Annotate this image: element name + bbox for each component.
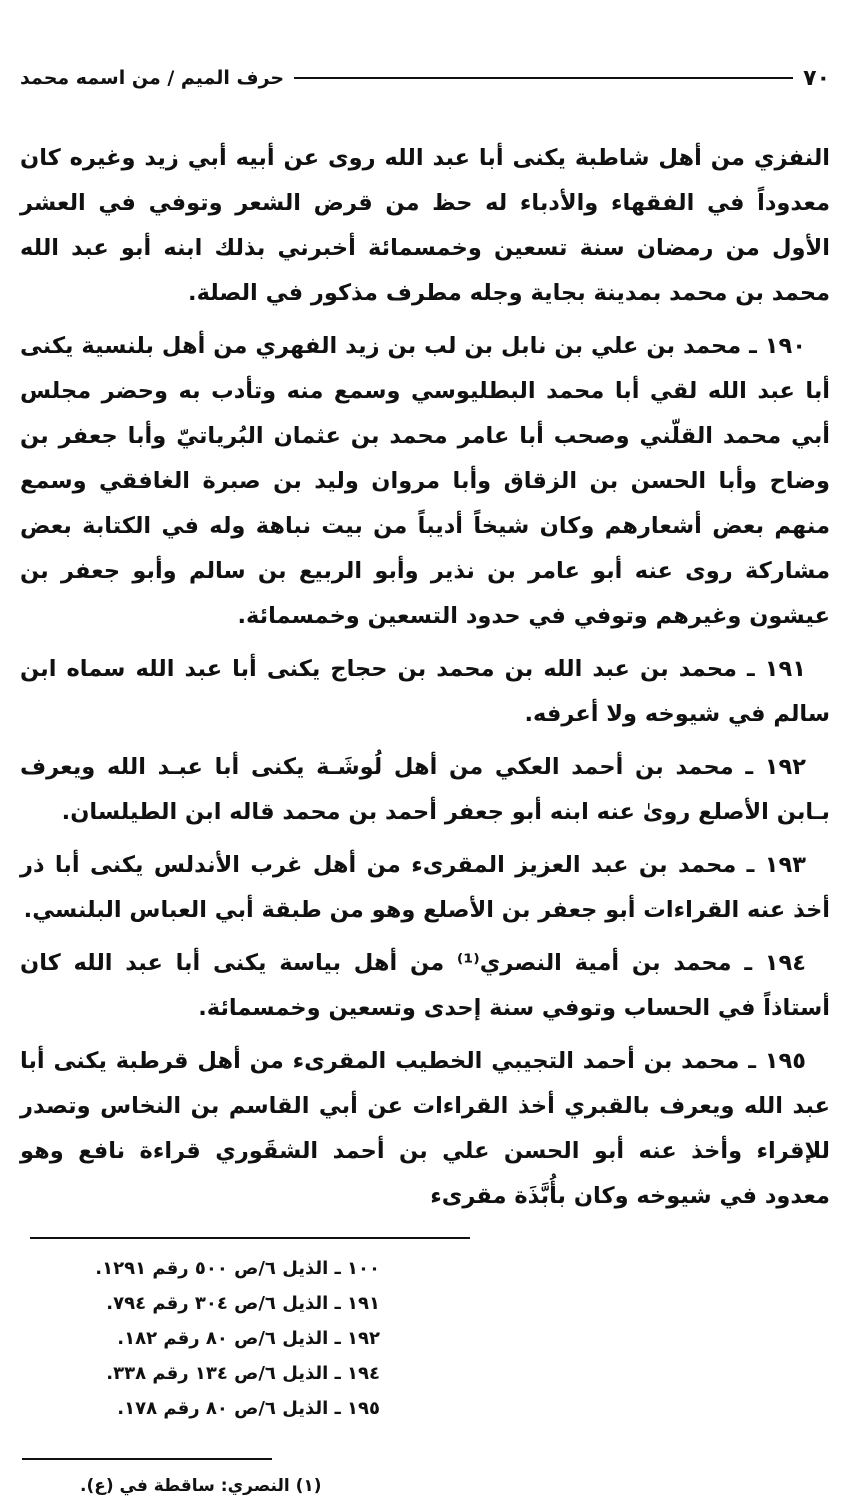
entry-192: ١٩٢ ـ محمد بن أحمد العكي من أهل لُوشَـة يكنى أبا عبـد الله ويعرف بـابن الأصلع روىٰ عنه ابنه أبو جعفر أحمد بن محمد قاله ابن الطيلسان.	[20, 754, 830, 825]
paragraph-continuation: النفزي من أهل شاطبة يكنى أبا عبد الله روى عن أبيه أبي زيد وغيره كان معدوداً في الفقهاء والأدباء له حظ من قرض الشعر وتوفي في العشر الأول من رمضان سنة تسعين وخمسمائة أخبرني بذلك ابنه أبو عبد الله محمد بن محمد بمدينة بجاية وجله مطرف مذكور في الصلة.	[20, 145, 830, 306]
source-item: ١٩٢ ـ الذيل ٦/ص ٨٠ رقم ١٨٢.	[117, 1328, 380, 1349]
running-header	[20, 60, 830, 96]
header-rule	[294, 77, 793, 79]
sources-list	[20, 1251, 830, 1426]
entry-193: ١٩٣ ـ محمد بن عبد العزيز المقرىء من أهل غرب الأندلس يكنى أبا ذر أخذ عنه القراءات أبو جعفر بن الأصلع وهو من طبقة أبي العباس البلنسي.	[20, 852, 830, 923]
source-item: ١٩١ ـ الذيل ٦/ص ٣٠٤ رقم ٧٩٤.	[106, 1293, 380, 1314]
main-text	[20, 136, 830, 1219]
entry-190: ١٩٠ ـ محمد بن علي بن نابل بن لب بن زيد الفهري من أهل بلنسية يكنى أبا عبد الله لقي أبا محمد البطليوسي وسمع منه وتأدب به وحضر مجلس أبي محمد القلّني وصحب أبا عامر محمد بن عثمان البُرياتيّ وأبا جعفر بن وضاح وأبا الحسن بن الزقاق وأبا مروان وليد بن صبرة الغافقي وسمع منهم بعض أشعارهم وكان شيخاً أديباً من بيت نباهة وله في الكتابة بعض مشاركة روى عنه أبو عامر بن نذير وأبو الربيع بن سالم وأبو جعفر بن عيشون وغيرهم وتوفي في حدود التسعين وخمسمائة.	[20, 333, 830, 629]
source-item: ١٩٤ ـ الذيل ٦/ص ١٣٤ رقم ٣٣٨.	[106, 1363, 380, 1384]
source-item: ١٩٥ ـ الذيل ٦/ص ٨٠ رقم ١٧٨.	[117, 1398, 380, 1419]
entry-191: ١٩١ ـ محمد بن عبد الله بن محمد بن حجاج يكنى أبا عبد الله سماه ابن سالم في شيوخه ولا أعرفه.	[20, 656, 830, 727]
entry-195: ١٩٥ ـ محمد بن أحمد التجيبي الخطيب المقرىء من أهل قرطبة يكنى أبا عبد الله ويعرف بالقبري أخذ القراءات عن أبي القاسم بن النخاس وتصدر للإقراء وأخذ عنه أبو الحسن علي بن أحمد الشقَوري قراءة نافع وهو معدود في شيوخه وكان بأُبَّذَة مقرىء	[20, 1048, 830, 1209]
page-number: ٧٠	[803, 65, 830, 91]
sources-separator	[30, 1237, 470, 1239]
footnote	[20, 1470, 830, 1502]
entry-194: ١٩٤ ـ محمد بن أمية النصري⁽¹⁾ من أهل بياسة يكنى أبا عبد الله كان أستاذاً في الحساب وتوفي سنة إحدى وتسعين وخمسمائة.	[20, 950, 830, 1021]
footnote-text: (١) النصري: ساقطة في (ع).	[80, 1476, 322, 1496]
source-item: ١٠٠ ـ الذيل ٦/ص ٥٠٠ رقم ١٢٩١.	[95, 1258, 380, 1279]
book-page	[20, 60, 830, 1496]
running-title: حرف الميم / من اسمه محمد	[20, 67, 285, 89]
footnote-separator	[22, 1458, 272, 1460]
